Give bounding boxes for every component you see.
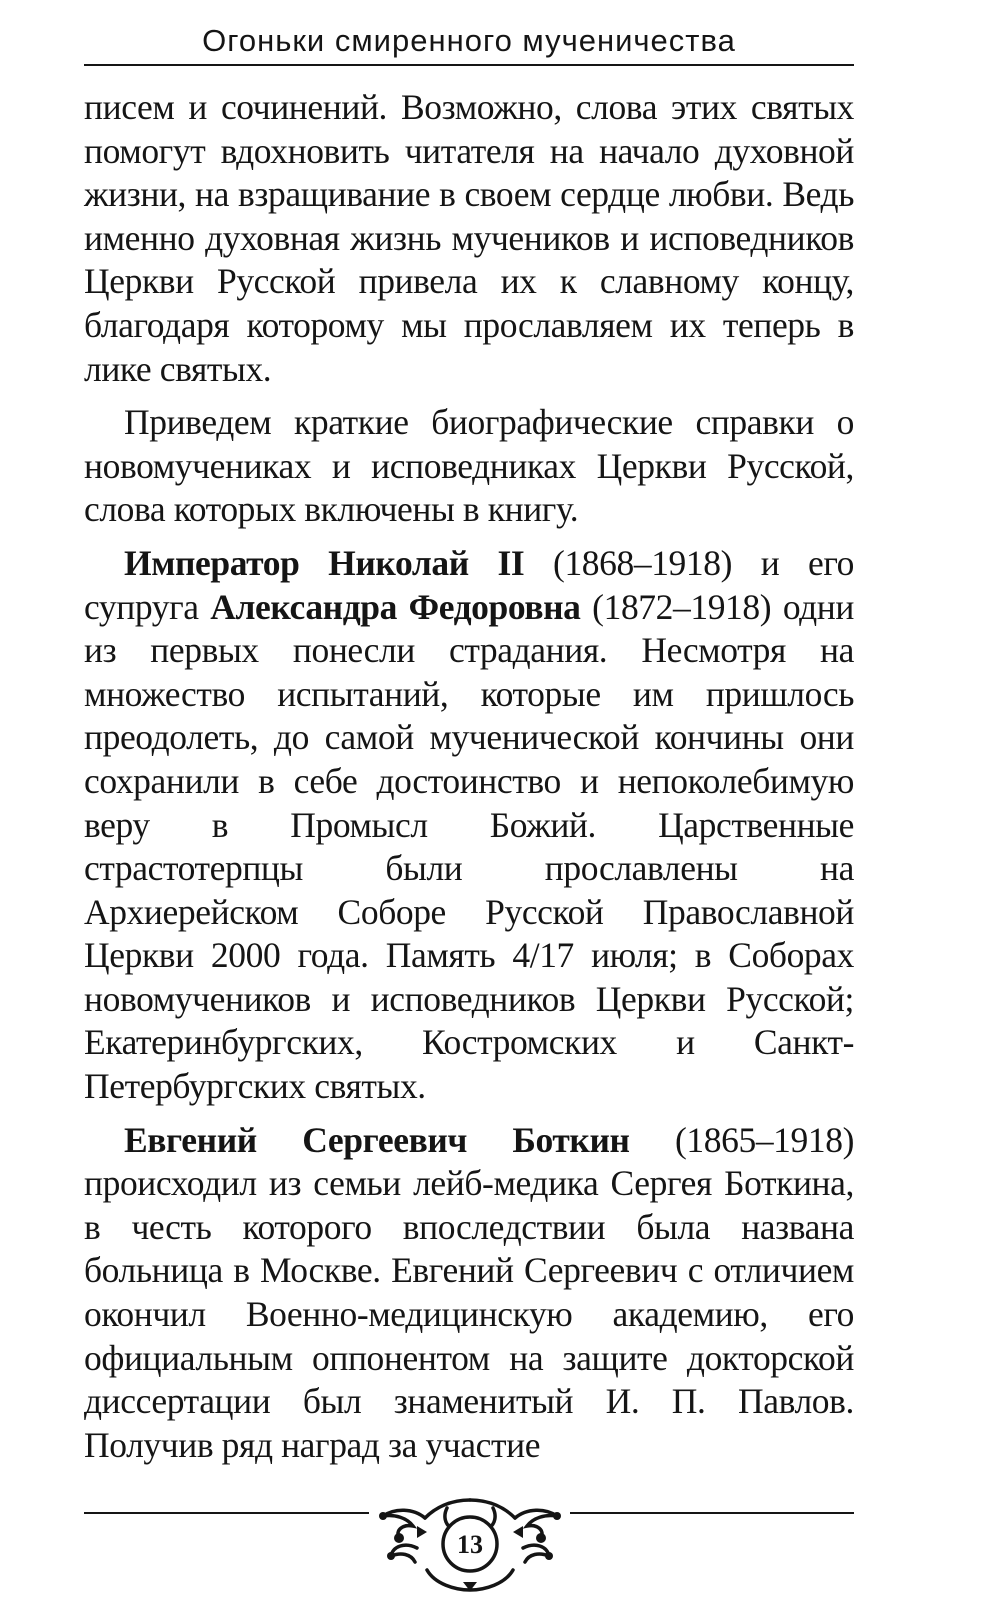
- paragraph-text: писем и сочинений. Возможно, слова этих святых помогут вдохновить читателя на начало духовной жизни, на взращивание в своем сердце любви. Ведь именно духовная жизнь мучеников и исповедников Церкви Русской привела их к славному концу, благодаря которому мы прославляем их теперь в лике святых.: [84, 87, 854, 389]
- paragraph-text: (1868–1918) и его супруга: [84, 542, 854, 627]
- paragraph-continuation: [84, 86, 854, 391]
- footer-rule-left: [84, 1512, 369, 1514]
- page-number: 13: [457, 1530, 483, 1559]
- body-text: [84, 86, 854, 1477]
- bold-name: Евгений Сергеевич Боткин: [124, 1119, 630, 1160]
- paragraph-botkin: [84, 1119, 854, 1468]
- bold-name: Александра Федоровна: [210, 586, 581, 627]
- bold-name: Император Николай II: [124, 542, 525, 583]
- running-header: Огоньки смиренного мученичества: [202, 23, 736, 58]
- footer-rule-right: [570, 1512, 854, 1514]
- paragraph-text: (1865–1918) происходил из семьи лейб-медика Сергея Боткина, в честь которого впоследствии была названа больница в Москве. Евгений Сергеевич с отличием окончил Военно-медицинскую академию, его официальным оппонентом на защите докторской диссертации был знаменитый И. П. Павлов. Получив ряд наград за участие: [84, 1119, 854, 1465]
- paragraph-nicholas: [84, 542, 854, 1109]
- header-rule: [84, 64, 854, 66]
- paragraph-text: Приведем краткие биографические справки о новомучениках и исповедниках Церкви Русской, слова которых включены в книгу.: [84, 402, 854, 530]
- paragraph-intro: [84, 401, 854, 532]
- paragraph-text: (1872–1918) одни из первых понесли страдания. Несмотря на множество испытаний, которые им пришлось преодолеть, до самой мученической кончины они сохранили в себе достоинство и непоколебимую веру в Промысл Божий. Царственные страстотерпцы были прославлены на Архиерейском Соборе Русской Православной Церкви 2000 года. Память 4/17 июля; в Соборах новомучеников и исповедников Церкви Русской; Екатеринбургских, Костромских и Санкт-Петербургских святых.: [84, 586, 855, 1107]
